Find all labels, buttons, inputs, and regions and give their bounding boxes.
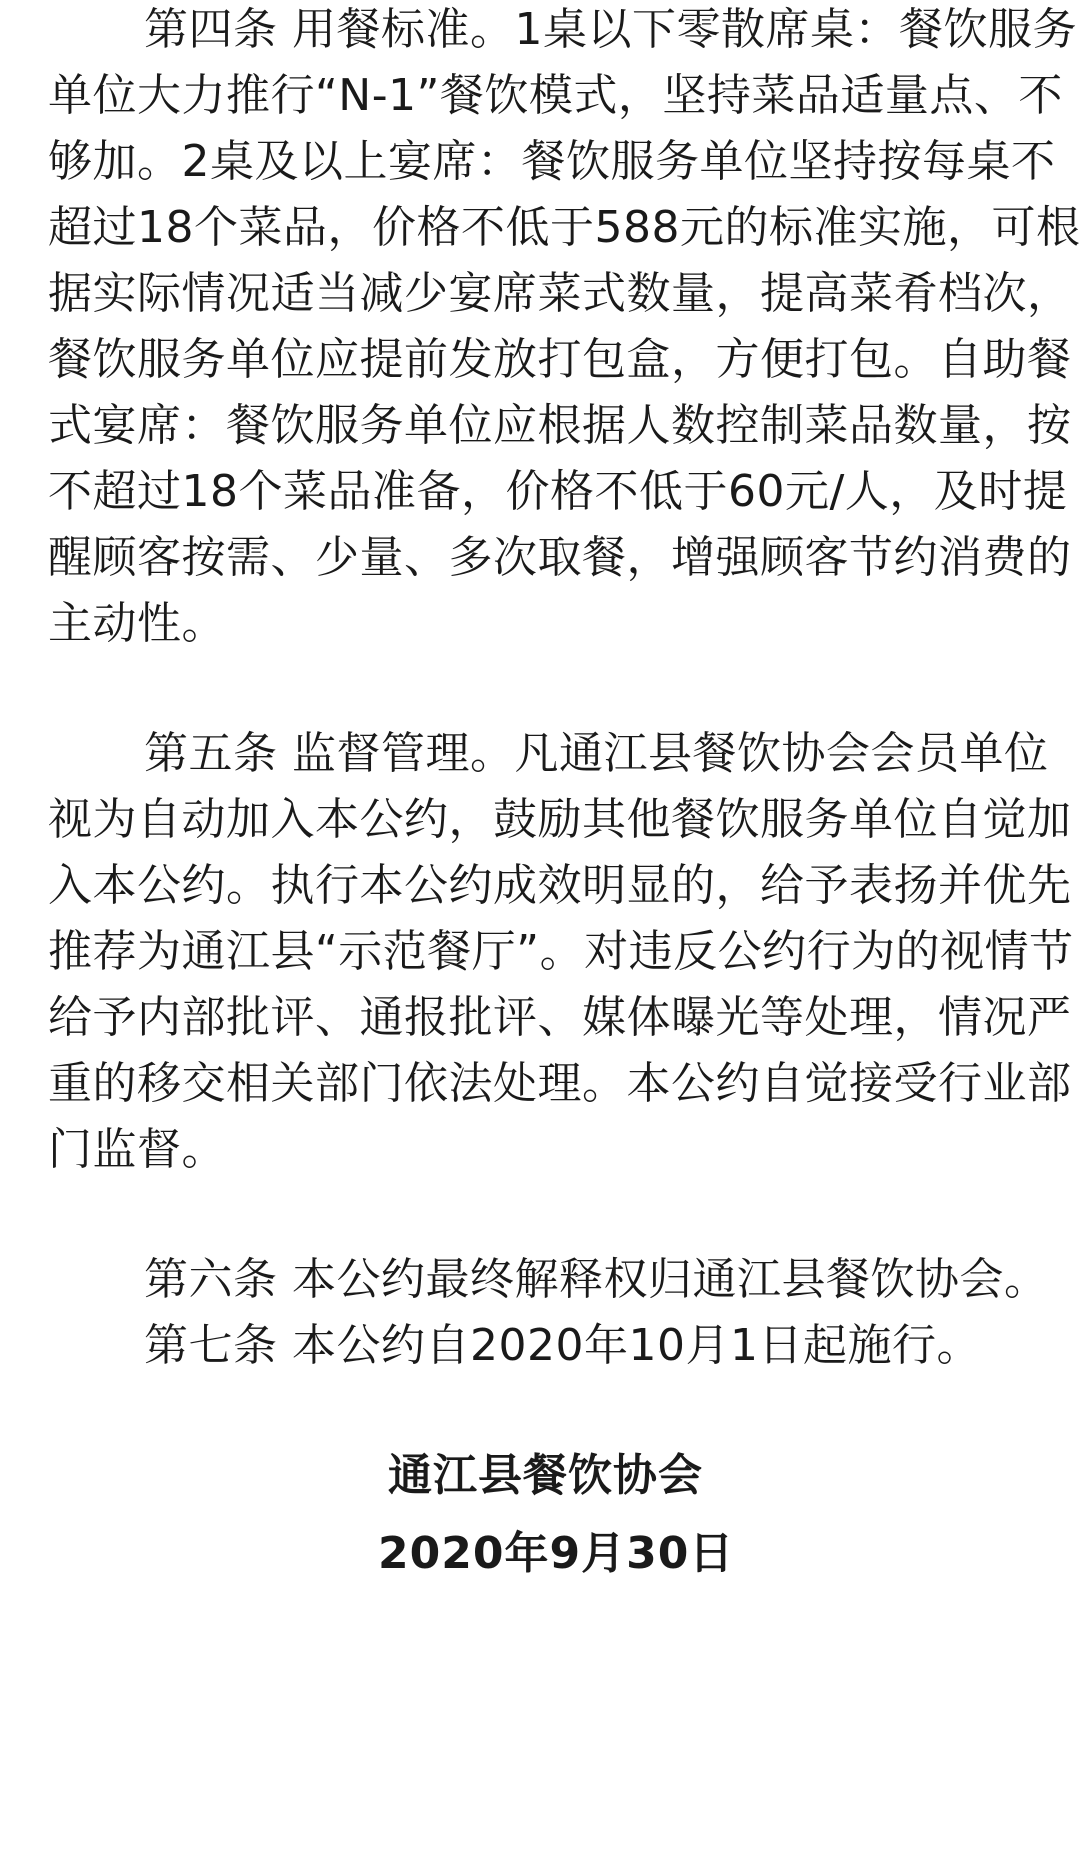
article-4-line: 超过18个菜品，价格不低于588元的标准实施，可根 [48, 202, 1080, 253]
article-5-line: 门监督。 [48, 1124, 226, 1175]
article-5-line: 给予内部批评、通报批评、媒体曝光等处理，情况严 [48, 992, 1072, 1043]
article-4-line: 主动性。 [48, 598, 226, 649]
article-4-line: 据实际情况适当减少宴席菜式数量，提高菜肴档次， [48, 268, 1072, 319]
article-5-line: 重的移交相关部门依法处理。本公约自觉接受行业部 [48, 1058, 1072, 1109]
article-5-line: 入本公约。执行本公约成效明显的，给予表扬并优先 [48, 860, 1072, 911]
article-4-line: 餐饮服务单位应提前发放打包盒，方便打包。自助餐 [48, 334, 1072, 385]
article-4-line: 第四条 用餐标准。1桌以下零散席桌：餐饮服务 [144, 4, 1077, 55]
article-7: 第七条 本公约自2020年10月1日起施行。 [144, 1320, 981, 1371]
article-5-line: 推荐为通江县“示范餐厅”。对违反公约行为的视情节 [48, 926, 1074, 977]
article-4-line: 醒顾客按需、少量、多次取餐，增强顾客节约消费的 [48, 532, 1072, 583]
article-4-line: 单位大力推行“N-1”餐饮模式，坚持菜品适量点、不 [48, 70, 1063, 121]
signature-date: 2020年9月30日 [378, 1528, 735, 1579]
article-4-line: 够加。2桌及以上宴席：餐饮服务单位坚持按每桌不 [48, 136, 1056, 187]
article-6: 第六条 本公约最终解释权归通江县餐饮协会。 [144, 1254, 1049, 1305]
article-5-line: 视为自动加入本公约，鼓励其他餐饮服务单位自觉加 [48, 794, 1072, 845]
article-4-line: 不超过18个菜品准备，价格不低于60元/人，及时提 [48, 466, 1068, 517]
article-5-line: 第五条 监督管理。凡通江县餐饮协会会员单位 [144, 728, 1049, 779]
article-4-line: 式宴席：餐饮服务单位应根据人数控制菜品数量，按 [48, 400, 1072, 451]
signature-organization: 通江县餐饮协会 [388, 1450, 703, 1501]
